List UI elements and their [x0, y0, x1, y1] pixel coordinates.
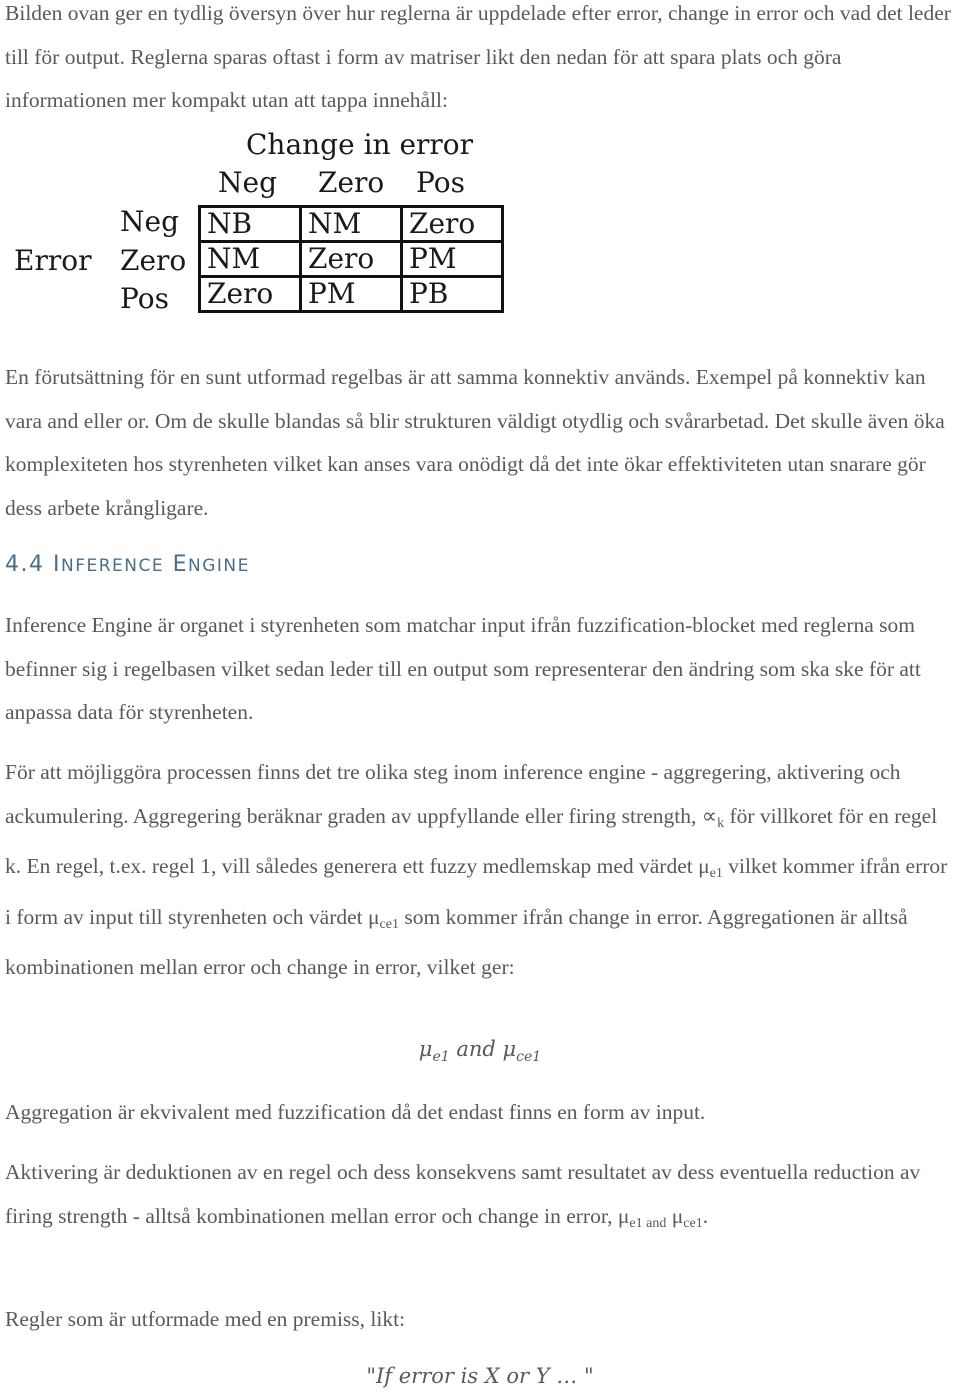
matrix-cell: Zero [301, 242, 402, 277]
matrix-cell: PM [301, 277, 402, 312]
matrix-cell: NM [200, 242, 301, 277]
matrix-column-title: Change in error [246, 128, 474, 161]
intro-paragraph: Bilden ovan ger en tydlig översyn över hur reglerna är uppdelade efter error, change in error och vad det leder till för output. Reglerna sparas oftast i form av matriser likt den nedan för att spara plats och göra informationen mer kompakt utan att tappa innehåll: [5, 1, 951, 112]
matrix-row-title: Error [14, 244, 92, 277]
aggregation-formula: $\mu_{e1}$ and $\mu_{ce1}$ [418, 1037, 542, 1065]
matrix-cell: NM [301, 207, 402, 242]
activation-paragraph: Aktivering är deduktionen av en regel och dess konsekvens samt resultatet av dess eventuella reduction av firing strength - alltså kombinationen mellan error och change in error, $\mu_{e1 and}$ $\mu_{ce1}$. [5, 1160, 921, 1231]
mu-symbol: μ [671, 1203, 684, 1228]
matrix-row [200, 242, 503, 277]
mu-symbol: μ [368, 904, 380, 929]
matrix-cell: PM [402, 242, 503, 277]
rules-paragraph: Regler som är utformade med en premiss, likt: [5, 1307, 406, 1331]
matrix-row [200, 207, 503, 242]
matrix-row [200, 277, 503, 312]
matrix-row-header: Neg [120, 205, 179, 238]
connective-paragraph: En förutsättning för en sunt utformad regelbas är att samma konnektiv används. Exempel på konnektiv kan vara and eller or. Om de skulle blandas så blir strukturen väldigt otydlig och svårarbetad. Det skulle även öka komplexiteten hos styrenheten vilket kan anses vara onödigt då det inte ökar effektiviteten utan snarare gör dess arbete krångligare. [5, 365, 945, 520]
alpha-symbol: ∝ [701, 803, 718, 828]
aggregation-paragraph: Aggregation är ekvivalent med fuzzification då det endast finns en form av input. [5, 1100, 706, 1124]
rule-matrix [0, 120, 520, 330]
matrix-cell: Zero [402, 207, 503, 242]
matrix-row-header: Pos [120, 282, 169, 315]
matrix-cell: Zero [200, 277, 301, 312]
matrix-grid [198, 205, 504, 313]
matrix-col-header: Neg [218, 166, 277, 199]
steps-paragraph: För att möjliggöra processen finns det tre olika steg inom inference engine - aggregering, aktivering och ackumulering. Aggregering beräknar graden av uppfyllande eller firing strength, $\propto_k$ för villkoret för en regel k. En regel, t.ex. regel 1, vill således generera ett fuzzy medlemskap med värdet $\mu_{e1}$ vilket kommer ifrån error i form av input till styrenheten och värdet $\mu_{ce1}$ som kommer ifrån change in error. Aggregationen är alltså kombinationen mellan error och change in error, vilket ger: [5, 760, 948, 979]
mu-symbol: μ [617, 1203, 630, 1228]
matrix-cell: PB [402, 277, 503, 312]
matrix-cell: NB [200, 207, 301, 242]
section-heading: 4.4 INFERENCE ENGINE [5, 552, 250, 577]
matrix-col-header: Pos [416, 166, 465, 199]
mu-symbol: μ [698, 854, 710, 878]
rule-formula: "If error is X or Y … " [366, 1364, 594, 1388]
matrix-col-header: Zero [318, 166, 385, 199]
inference-engine-paragraph: Inference Engine är organet i styrenheten som matchar input ifrån fuzzification-blocket med reglerna som befinner sig i regelbasen vilket sedan leder till en output som representerar den ändring som ska ske för att anpassa data för styrenheten. [5, 613, 921, 724]
matrix-row-header: Zero [120, 244, 187, 277]
